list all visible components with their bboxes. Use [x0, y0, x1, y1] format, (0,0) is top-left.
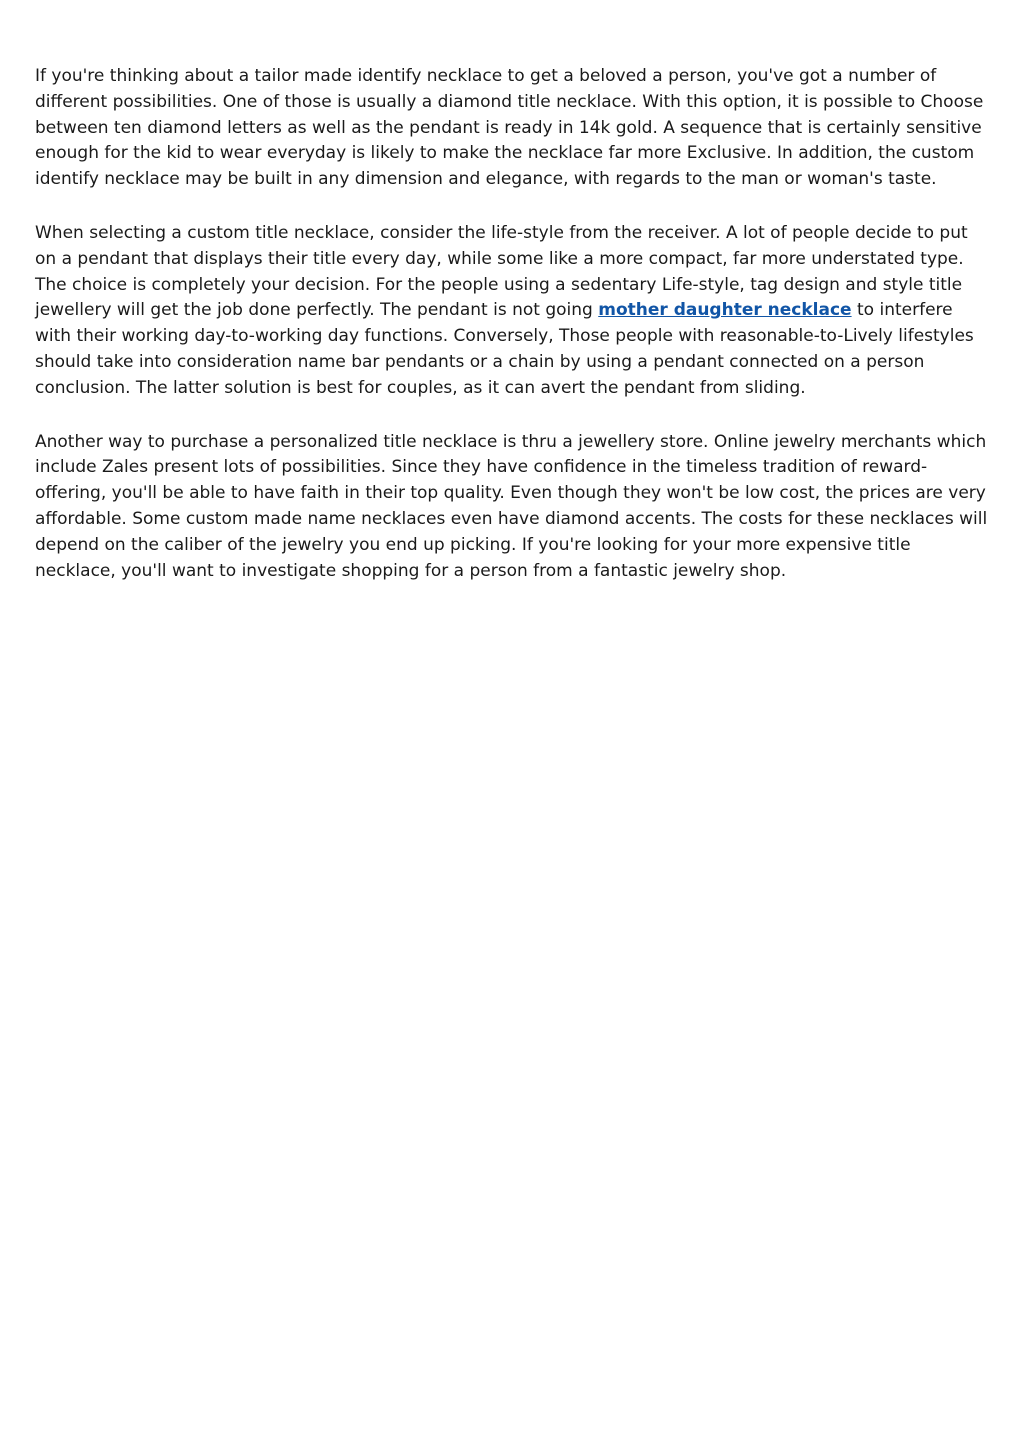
article-body [35, 64, 990, 612]
paragraph-3: Another way to purchase a personalized title necklace is thru a jewellery store. Online jewelry merchants which include Zales present lots of possibilities. Since they have confidence in the timeless tradition of reward-offering, you'll be able to have faith in their top quality. Even though they won't be low cost, the prices are very affordable. Some custom made name necklaces even have diamond accents. The costs for these necklaces will depend on the caliber of the jewelry you end up picking. If you're looking for your more expensive title necklace, you'll want to investigate shopping for a person from a fantastic jewelry shop. [35, 431, 988, 581]
mother-daughter-necklace-link[interactable]: mother daughter necklace [598, 300, 852, 321]
paragraph-1: If you're thinking about a tailor made identify necklace to get a beloved a person, you've got a number of different possibilities. One of those is usually a diamond title necklace. With this option, it is possible to Choose between ten diamond letters as well as the pendant is ready in 14k gold. A sequence that is certainly sensitive enough for the kid to wear everyday is likely to make the necklace far more Exclusive. In addition, the custom identify necklace may be built in any dimension and elegance, with regards to the man or woman's taste. [35, 66, 984, 190]
paragraph-2-text-after-link: to interfere with their working day-to-working day functions. Conversely, Those people with reasonable-to-Lively lifestyles should take into consideration name bar pendants or a chain by using a pendant connected on a person conclusion. The latter solution is best for couples, as it can avert the pendant from sliding. [35, 300, 974, 398]
paragraph-2-text-before-link: When selecting a custom title necklace, consider the life-style from the receiver. A lot of people decide to put on a pendant that displays their title every day, while some like a more compact, far more understated type. The choice is completely your decision. For the people using a sedentary Life-style, tag design and style title jewellery will get the job done perfectly. The pendant is not going [35, 222, 968, 321]
paragraph-2 [35, 221, 990, 402]
